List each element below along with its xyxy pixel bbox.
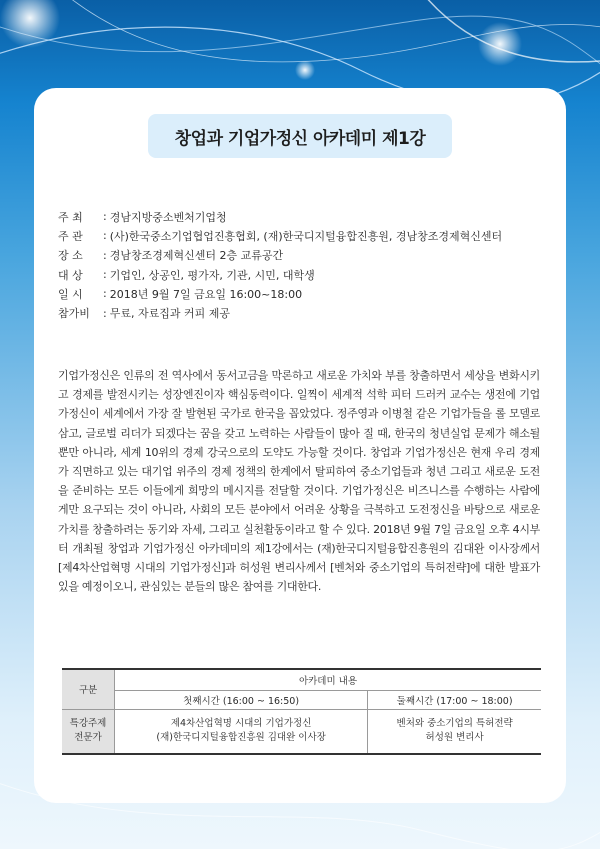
info-value-organizer: (사)한국중소기업협업진흥협회, (재)한국디지털융합진흥원, 경남창조경제혁신센터 [109, 229, 503, 243]
info-row-host: 주 최 : 경남지방중소벤처기업청 [58, 210, 227, 224]
table-header-category: 구분 [62, 669, 115, 709]
info-value-audience: 기업인, 상공인, 평가자, 기관, 시민, 대학생 [109, 268, 315, 282]
page-title: 창업과 기업가정신 아카데미 제1강 [148, 114, 452, 158]
info-value-fee: 무료, 자료집과 커피 제공 [109, 307, 230, 321]
row-label-topic: 특강주제 [69, 718, 107, 730]
table-cell-session-2 [368, 709, 541, 754]
table-header-session-2: 둘째시간 (17:00 ~ 18:00) [368, 690, 541, 709]
session-2-topic: 벤처와 중소기업의 특허전략 [396, 718, 513, 730]
row-label-expert: 전문가 [74, 732, 102, 744]
info-row-datetime: 일 시 : 2018년 9월 7일 금요일 16:00~18:00 [58, 287, 303, 301]
session-1-speaker: (재)한국디지털융합진흥원 김대완 이사장 [156, 732, 326, 744]
table-cell-session-1 [115, 709, 368, 754]
info-row-organizer: 주 관 : (사)한국중소기업협업진흥협회, (재)한국디지털융합진흥원, 경남창조경제혁신센터 [58, 229, 503, 243]
info-label-datetime: 일 시 [58, 287, 83, 301]
info-label-venue: 장 소 [58, 249, 83, 263]
session-1-topic: 제4차산업혁명 시대의 기업가정신 [170, 718, 312, 730]
event-info-list [58, 207, 558, 323]
body-paragraph: 기업가정신은 인류의 전 역사에서 동서고금을 막론하고 새로운 가치와 부를 창출하면서 세상을 변화시키고 경제를 발전시키는 성장엔진이자 핵심동력이다. 일찍이 세계적 석학 피터 드러커 교수는 생전에 기업가정신이 세계에서 가장 잘 발현된 국가로 한국을 꼽았었다. 정주영과 이병철 같은 기업가들을 롤 모델로 삼고, 글로벌 리더가 되겠다는 꿈을 갖고 노력하는 사람들이 많아 질 때, 한국의 청년실업 문제가 해소될 뿐만 아니라, 세계 10위의 경제 강국으로의 도약도 가능할 것이다. 창업과 기업가정신은 현재 우리 경제가 직면하고 있는 대기업 위주의 경제 정책의 한계에서 탈피하여 중소기업들과 청년 그리고 새로운 도전을 준비하는 모든 이들에게 희망의 메시지를 전달할 것이다. 기업가정신은 비즈니스를 수행하는 사람에게만 요구되는 것이 아니라, 사회의 모든 분야에서 어려운 상황을 극복하고 도전정신을 바탕으로 새로운 가치를 창출하려는 동기와 자세, 그리고 실천활동이라고 할 수 있다. 2018년 9월 7일 금요일 오후 4시부터 개최될 창업과 기업가정신 아카데미의 제1강에서는 (재)한국디지털융합진흥원의 김대완 이사장께서 [제4차산업혁명 시대의 기업가정신]과 허성원 변리사께서 [벤처와 중소기업의 특허전략]에 대한 발표가 있을 예정이오니, 관심있는 분들의 많은 참여를 기대한다. [58, 369, 540, 594]
table-row-label [62, 709, 115, 754]
info-row-audience: 대 상 : 기업인, 상공인, 평가자, 기관, 시민, 대학생 [58, 268, 315, 282]
info-value-datetime: 2018년 9월 7일 금요일 16:00~18:00 [109, 287, 303, 301]
session-2-speaker: 허성원 변리사 [425, 732, 484, 744]
info-label-organizer: 주 관 [58, 229, 83, 243]
info-label-host: 주 최 [58, 210, 83, 224]
schedule-table [62, 668, 541, 755]
info-value-venue: 경남창조경제혁신센터 2층 교류공간 [109, 249, 284, 263]
info-label-fee: 참가비 [58, 307, 90, 321]
table-header-group: 아카데미 내용 [115, 669, 542, 690]
info-label-audience: 대 상 [58, 268, 83, 282]
info-row-venue: 장 소 : 경남창조경제혁신센터 2층 교류공간 [58, 248, 284, 263]
info-row-fee: 참가비 : 무료, 자료집과 커피 제공 [58, 306, 230, 321]
info-value-host: 경남지방중소벤처기업청 [109, 210, 227, 224]
table-header-session-1: 첫째시간 (16:00 ~ 16:50) [115, 690, 368, 709]
